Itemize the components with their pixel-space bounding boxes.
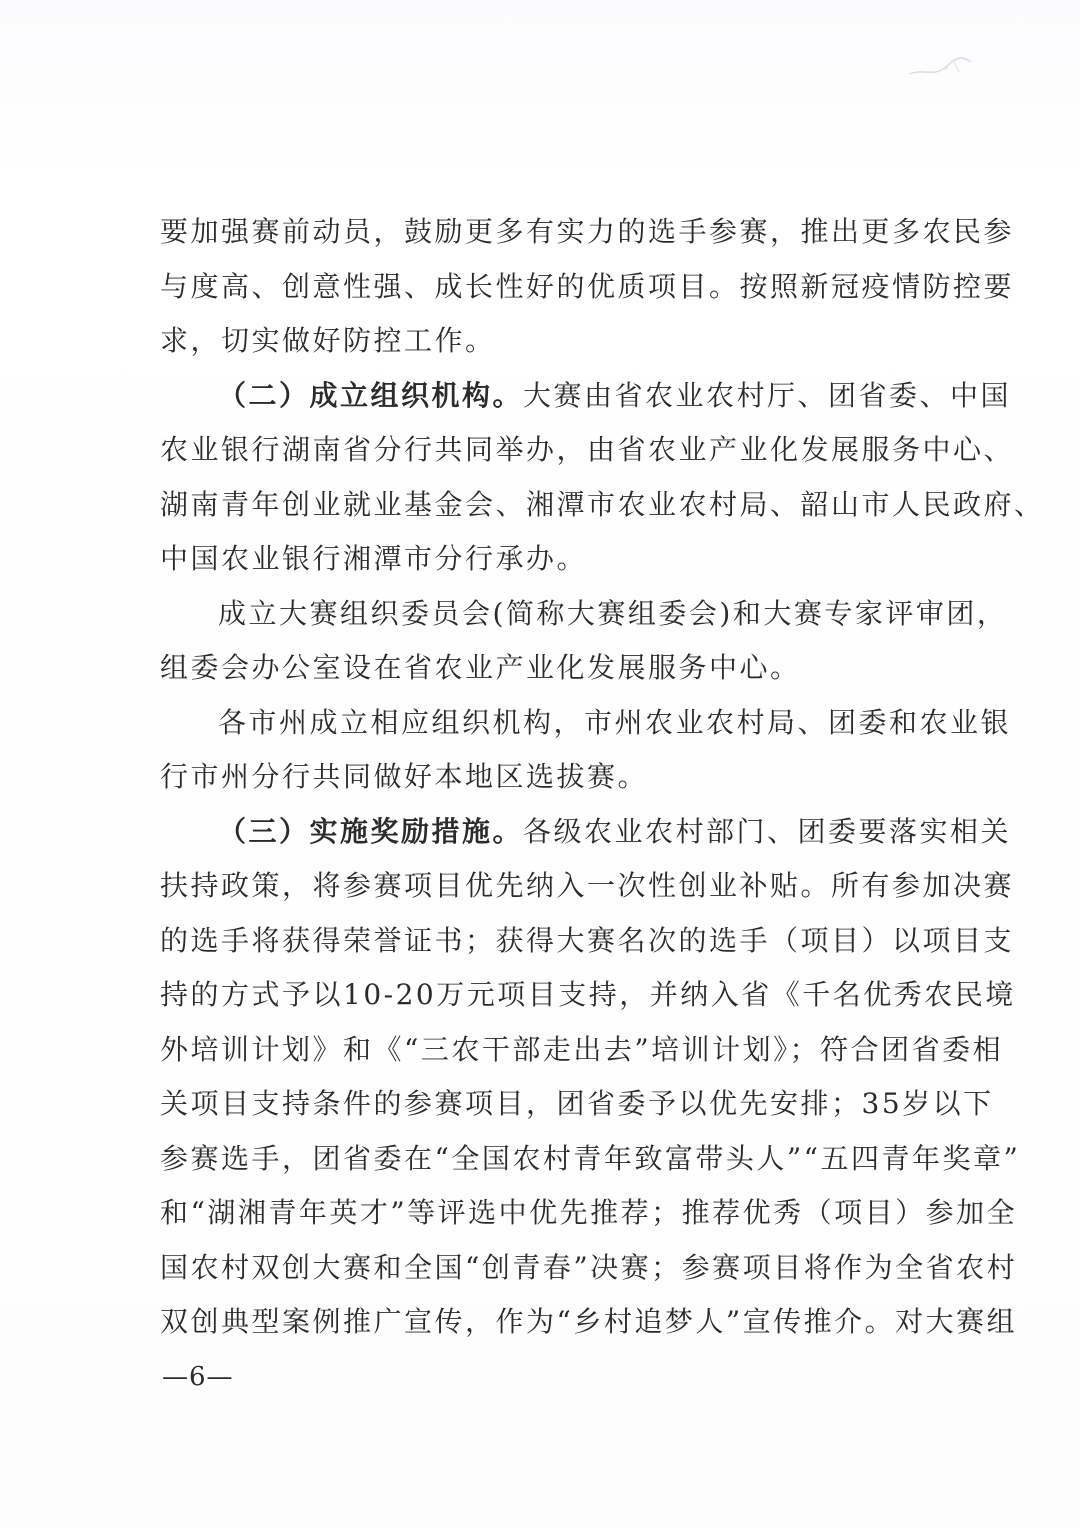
- body-line-13: 扶持政策，将参赛项目优先纳入一次性创业补贴。所有参加决赛: [160, 869, 1015, 902]
- body-line-11: 行市州分行共同做好本地区选拔赛。: [160, 760, 649, 793]
- section-2-heading-line: [160, 369, 1012, 424]
- body-line-21: 双创典型案例推广宣传，作为“乡村追梦人”宣传推介。对大赛组: [160, 1305, 1018, 1338]
- scan-artifact-mark: [905, 52, 975, 84]
- section-2-heading: （二）成立组织机构。: [218, 378, 524, 412]
- body-line-9: 组委会办公室设在省农业产业化发展服务中心。: [160, 651, 801, 684]
- body-line-8: 成立大赛组织委员会(简称大赛组委会)和大赛专家评审团，: [218, 596, 1008, 630]
- body-line-14: 的选手将获得荣誉证书；获得大赛名次的选手（项目）以项目支: [160, 923, 1015, 957]
- body-line-6: 湖南青年创业就业基金会、湘潭市农业农村局、韶山市人民政府、: [160, 487, 1045, 521]
- page-number: —6—: [162, 1362, 234, 1392]
- body-line-16: 外培训计划》和《“三农干部走出去”培训计划》；符合团省委相: [160, 1032, 1004, 1066]
- body-line-2: 与度高、创意性强、成长性好的优质项目。按照新冠疫情防控要: [160, 269, 1015, 303]
- document-body: [160, 205, 1045, 1350]
- body-line-3: 求，切实做好防控工作。: [160, 324, 496, 357]
- body-line-17: 关项目支持条件的参赛项目，团省委予以优先安排；35岁以下: [160, 1087, 994, 1120]
- body-line-5: 农业银行湖南省分行共同举办，由省农业产业化发展服务中心、: [160, 433, 1015, 466]
- section-2-heading-rest: 大赛由省农业农村厅、团省委、中国: [523, 378, 1012, 412]
- body-line-7: 中国农业银行湘潭市分行承办。: [160, 542, 588, 575]
- section-3-heading-line: [160, 805, 1012, 860]
- body-line-10: 各市州成立相应组织机构，市州农业农村局、团委和农业银: [218, 705, 1012, 739]
- section-3-heading: （三）实施奖励措施。: [218, 814, 524, 848]
- body-line-19: 和“湖湘青年英才”等评选中优先推荐；推荐优秀（项目）参加全: [160, 1196, 1018, 1229]
- body-line-1: 要加强赛前动员，鼓励更多有实力的选手参赛，推出更多农民参: [160, 215, 1015, 248]
- section-3-heading-rest: 各级农业农村部门、团委要落实相关: [523, 814, 1012, 848]
- body-line-18: 参赛选手，团省委在“全国农村青年致富带头人”“五四青年奖章”: [160, 1141, 1021, 1175]
- body-line-15: 持的方式予以10-20万元项目支持，并纳入省《千名优秀农民境: [160, 978, 1016, 1011]
- body-line-20: 国农村双创大赛和全国“创青春”决赛；参赛项目将作为全省农村: [160, 1250, 1018, 1284]
